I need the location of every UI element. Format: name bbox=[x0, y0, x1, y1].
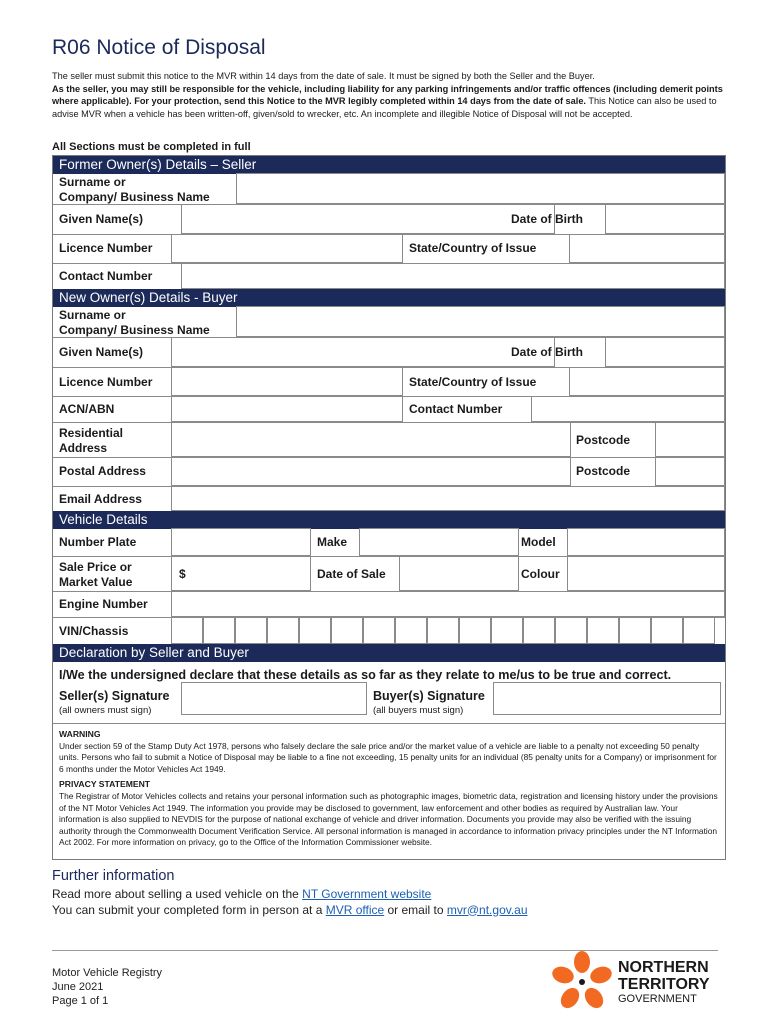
seller-dob-field[interactable] bbox=[605, 204, 725, 234]
buyer-residential-label: Residential Address bbox=[59, 426, 124, 455]
logo-line-2: TERRITORY bbox=[618, 976, 710, 993]
footer-org: Motor Vehicle Registry bbox=[52, 967, 163, 979]
buyer-postal-field[interactable] bbox=[171, 457, 571, 486]
vehicle-section-header: Vehicle Details bbox=[53, 511, 725, 529]
seller-licence-label: Licence Number bbox=[59, 241, 153, 255]
seller-dob-label: Date of Birth bbox=[511, 212, 583, 226]
vin-label: VIN/Chassis bbox=[59, 624, 129, 638]
warning-text: Under section 59 of the Stamp Duty Act 1978, persons who falsely declare the sale price and/or the market value of a vehicle are liable to a penalty not exceeding 50 penalty units. Persons who fail to submit a Notice of Disposal may be liable to a fine not exceeding, 15 penalty units for an individual (85 penalty units for a Company) or imprisonment for 6 months under the Motor Vehicles Act 1949. bbox=[59, 740, 717, 774]
privacy-text: The Registrar of Motor Vehicles collects and retains your personal information such as photographic images, biometric data, registration and licensing history under the provisions of the NT Motor Vehicles Act 1949. The information you provide may be disclosed to government, law enforcement and other bodies as required by Australian law. Your information is also supplied to NEVDIS for the purpose of national exchange of vehicle and driver information. Documents you provide may also be verified with the issuing authority through the Commonwealth Document Verification Service. All personal information is managed in accordance to information privacy principles under the NT Information Act 2002. For more information on privacy, go to the Office of the Information Commissioner website. bbox=[59, 790, 718, 848]
buyer-postal-row bbox=[53, 457, 725, 486]
buyer-email-row bbox=[53, 486, 725, 511]
buyer-acn-row bbox=[53, 396, 725, 422]
vin-char-cell[interactable] bbox=[651, 617, 683, 644]
footer-page: Page 1 of 1 bbox=[52, 995, 109, 1007]
buyer-acn-label: ACN/ABN bbox=[59, 402, 115, 416]
mvr-office-link[interactable]: MVR office bbox=[325, 902, 385, 917]
seller-signature-label: Seller(s) Signature (all owners must sign) bbox=[59, 689, 170, 716]
make-field[interactable] bbox=[359, 528, 519, 556]
email-link[interactable]: mvr@nt.gov.au bbox=[446, 902, 528, 917]
intro-para-2 bbox=[52, 83, 728, 121]
engine-field[interactable] bbox=[171, 591, 725, 617]
logo-line-3: GOVERNMENT bbox=[618, 993, 697, 1005]
vin-char-cell[interactable] bbox=[331, 617, 363, 644]
vehicle-vin-row bbox=[53, 617, 725, 644]
seller-licence-field[interactable] bbox=[171, 234, 403, 263]
buyer-licence-label: Licence Number bbox=[59, 375, 153, 389]
vehicle-plate-row bbox=[53, 529, 725, 556]
vin-char-cell[interactable] bbox=[555, 617, 587, 644]
make-label: Make bbox=[317, 535, 348, 549]
buyer-email-label: Email Address bbox=[59, 492, 142, 506]
model-label: Model bbox=[521, 535, 556, 549]
dollar-sign: $ bbox=[179, 567, 186, 581]
seller-given-label: Given Name(s) bbox=[59, 212, 144, 226]
seller-state-label: State/Country of Issue bbox=[409, 241, 537, 255]
further-info-text bbox=[52, 887, 528, 918]
buyer-licence-field[interactable] bbox=[171, 367, 403, 396]
buyer-postcode-label-1: Postcode bbox=[576, 433, 631, 447]
buyer-dob-field[interactable] bbox=[605, 337, 725, 367]
vehicle-engine-row bbox=[53, 591, 725, 617]
intro-bold: As the seller, you may still be responsible for the vehicle, including liability for any parking infringements and/or traffic offences (including demerit points where applicable). For your protection, send this Notice to the MVR legibly completed within 14 days from the date of sale. bbox=[52, 83, 723, 107]
nt-government-link[interactable]: NT Government website bbox=[302, 887, 432, 901]
buyer-residential-field[interactable] bbox=[171, 422, 571, 457]
privacy-heading: PRIVACY STATEMENT bbox=[59, 779, 151, 790]
buyer-signature-label: Buyer(s) Signature (all buyers must sign) bbox=[373, 689, 485, 716]
buyer-state-label: State/Country of Issue bbox=[409, 375, 537, 389]
plate-label: Number Plate bbox=[59, 535, 137, 549]
vin-char-cell[interactable] bbox=[203, 617, 235, 644]
buyer-contact-field[interactable] bbox=[531, 396, 725, 422]
vin-char-cell[interactable] bbox=[619, 617, 651, 644]
vin-char-cell[interactable] bbox=[267, 617, 299, 644]
buyer-surname-row bbox=[53, 307, 725, 337]
vin-char-cell[interactable] bbox=[523, 617, 555, 644]
seller-surname-label: Surname or Company/ Business Name bbox=[59, 175, 210, 204]
logo-line-1: NORTHERN bbox=[618, 959, 709, 976]
buyer-postal-label: Postal Address bbox=[59, 464, 146, 478]
buyer-acn-field[interactable] bbox=[171, 396, 403, 422]
buyer-state-field[interactable] bbox=[569, 367, 725, 396]
declaration-text: I/We the undersigned declare that these details as so far as they relate to me/us to be true and correct. bbox=[59, 668, 672, 682]
seller-contact-field[interactable] bbox=[181, 263, 725, 289]
buyer-residential-row bbox=[53, 422, 725, 457]
sturt-desert-rose-icon bbox=[552, 950, 722, 1014]
warning-privacy-box bbox=[53, 723, 725, 859]
all-sections-note: All Sections must be completed in full bbox=[52, 141, 251, 153]
vin-char-cell[interactable] bbox=[363, 617, 395, 644]
buyer-section-header: New Owner(s) Details - Buyer bbox=[53, 289, 725, 307]
email-text: or email to bbox=[384, 902, 447, 917]
seller-licence-row bbox=[53, 234, 725, 263]
buyer-licence-row bbox=[53, 367, 725, 396]
seller-section-header: Former Owner(s) Details – Seller bbox=[53, 156, 725, 174]
intro-para-1: The seller must submit this notice to the MVR within 14 days from the date of sale. It must be signed by both the Seller and the Buyer. bbox=[52, 71, 595, 81]
footer-date: June 2021 bbox=[52, 981, 104, 993]
page-title: R06 Notice of Disposal bbox=[52, 36, 266, 59]
engine-label: Engine Number bbox=[59, 597, 148, 611]
date-of-sale-field[interactable] bbox=[399, 556, 519, 591]
buyer-dob-label: Date of Birth bbox=[511, 345, 583, 359]
intro-rest: This Notice can also be used to advise MVR when a vehicle has been written-off, given/sold to wrecker, etc. An incomplete and illegible Notice of Disposal will not be accepted. bbox=[52, 96, 717, 119]
buyer-email-field[interactable] bbox=[171, 486, 725, 511]
colour-label: Colour bbox=[521, 567, 560, 581]
buyer-postcode-field-1[interactable] bbox=[655, 422, 725, 457]
seller-given-field[interactable] bbox=[181, 204, 555, 234]
buyer-contact-label: Contact Number bbox=[409, 402, 503, 416]
nt-government-logo bbox=[552, 950, 722, 1014]
intro-text bbox=[52, 70, 728, 120]
vin-char-cell[interactable] bbox=[459, 617, 491, 644]
vin-char-cell[interactable] bbox=[395, 617, 427, 644]
vin-char-cell[interactable] bbox=[299, 617, 331, 644]
sale-price-field[interactable] bbox=[171, 556, 311, 591]
warning-heading: WARNING bbox=[59, 729, 101, 739]
buyer-given-label: Given Name(s) bbox=[59, 345, 144, 359]
model-field[interactable] bbox=[567, 528, 725, 556]
buyer-given-field[interactable] bbox=[171, 337, 555, 367]
submit-text: You can submit your completed form in person at a bbox=[52, 902, 326, 917]
vin-char-cell[interactable] bbox=[171, 617, 203, 644]
seller-signature-field[interactable] bbox=[181, 682, 367, 715]
buyer-given-row bbox=[53, 337, 725, 367]
seller-state-field[interactable] bbox=[569, 234, 725, 263]
signature-row bbox=[53, 686, 725, 723]
buyer-postcode-label-2: Postcode bbox=[576, 464, 631, 478]
buyer-signature-field[interactable] bbox=[493, 682, 721, 715]
vin-char-cell[interactable] bbox=[587, 617, 619, 644]
readmore-text: Read more about selling a used vehicle on the bbox=[52, 887, 303, 901]
seller-given-row bbox=[53, 204, 725, 234]
vin-char-cell[interactable] bbox=[491, 617, 523, 644]
sale-price-label: Sale Price or Market Value bbox=[59, 560, 133, 589]
vin-char-cell[interactable] bbox=[427, 617, 459, 644]
seller-surname-field[interactable] bbox=[236, 173, 725, 204]
footer bbox=[52, 966, 162, 1008]
declaration-section-header: Declaration by Seller and Buyer bbox=[53, 644, 725, 662]
vin-char-cell[interactable] bbox=[235, 617, 267, 644]
vin-char-cell[interactable] bbox=[683, 617, 715, 644]
seller-contact-label: Contact Number bbox=[59, 269, 153, 283]
buyer-surname-field[interactable] bbox=[236, 306, 725, 337]
colour-field[interactable] bbox=[567, 556, 725, 591]
buyer-surname-label: Surname or Company/ Business Name bbox=[59, 308, 210, 337]
disposal-form bbox=[52, 155, 726, 860]
vehicle-sale-row bbox=[53, 556, 725, 591]
plate-field[interactable] bbox=[171, 528, 311, 556]
date-of-sale-label: Date of Sale bbox=[317, 567, 386, 581]
seller-surname-row bbox=[53, 174, 725, 204]
buyer-postcode-field-2[interactable] bbox=[655, 457, 725, 486]
seller-contact-row bbox=[53, 263, 725, 289]
further-info-heading: Further information bbox=[52, 868, 175, 884]
